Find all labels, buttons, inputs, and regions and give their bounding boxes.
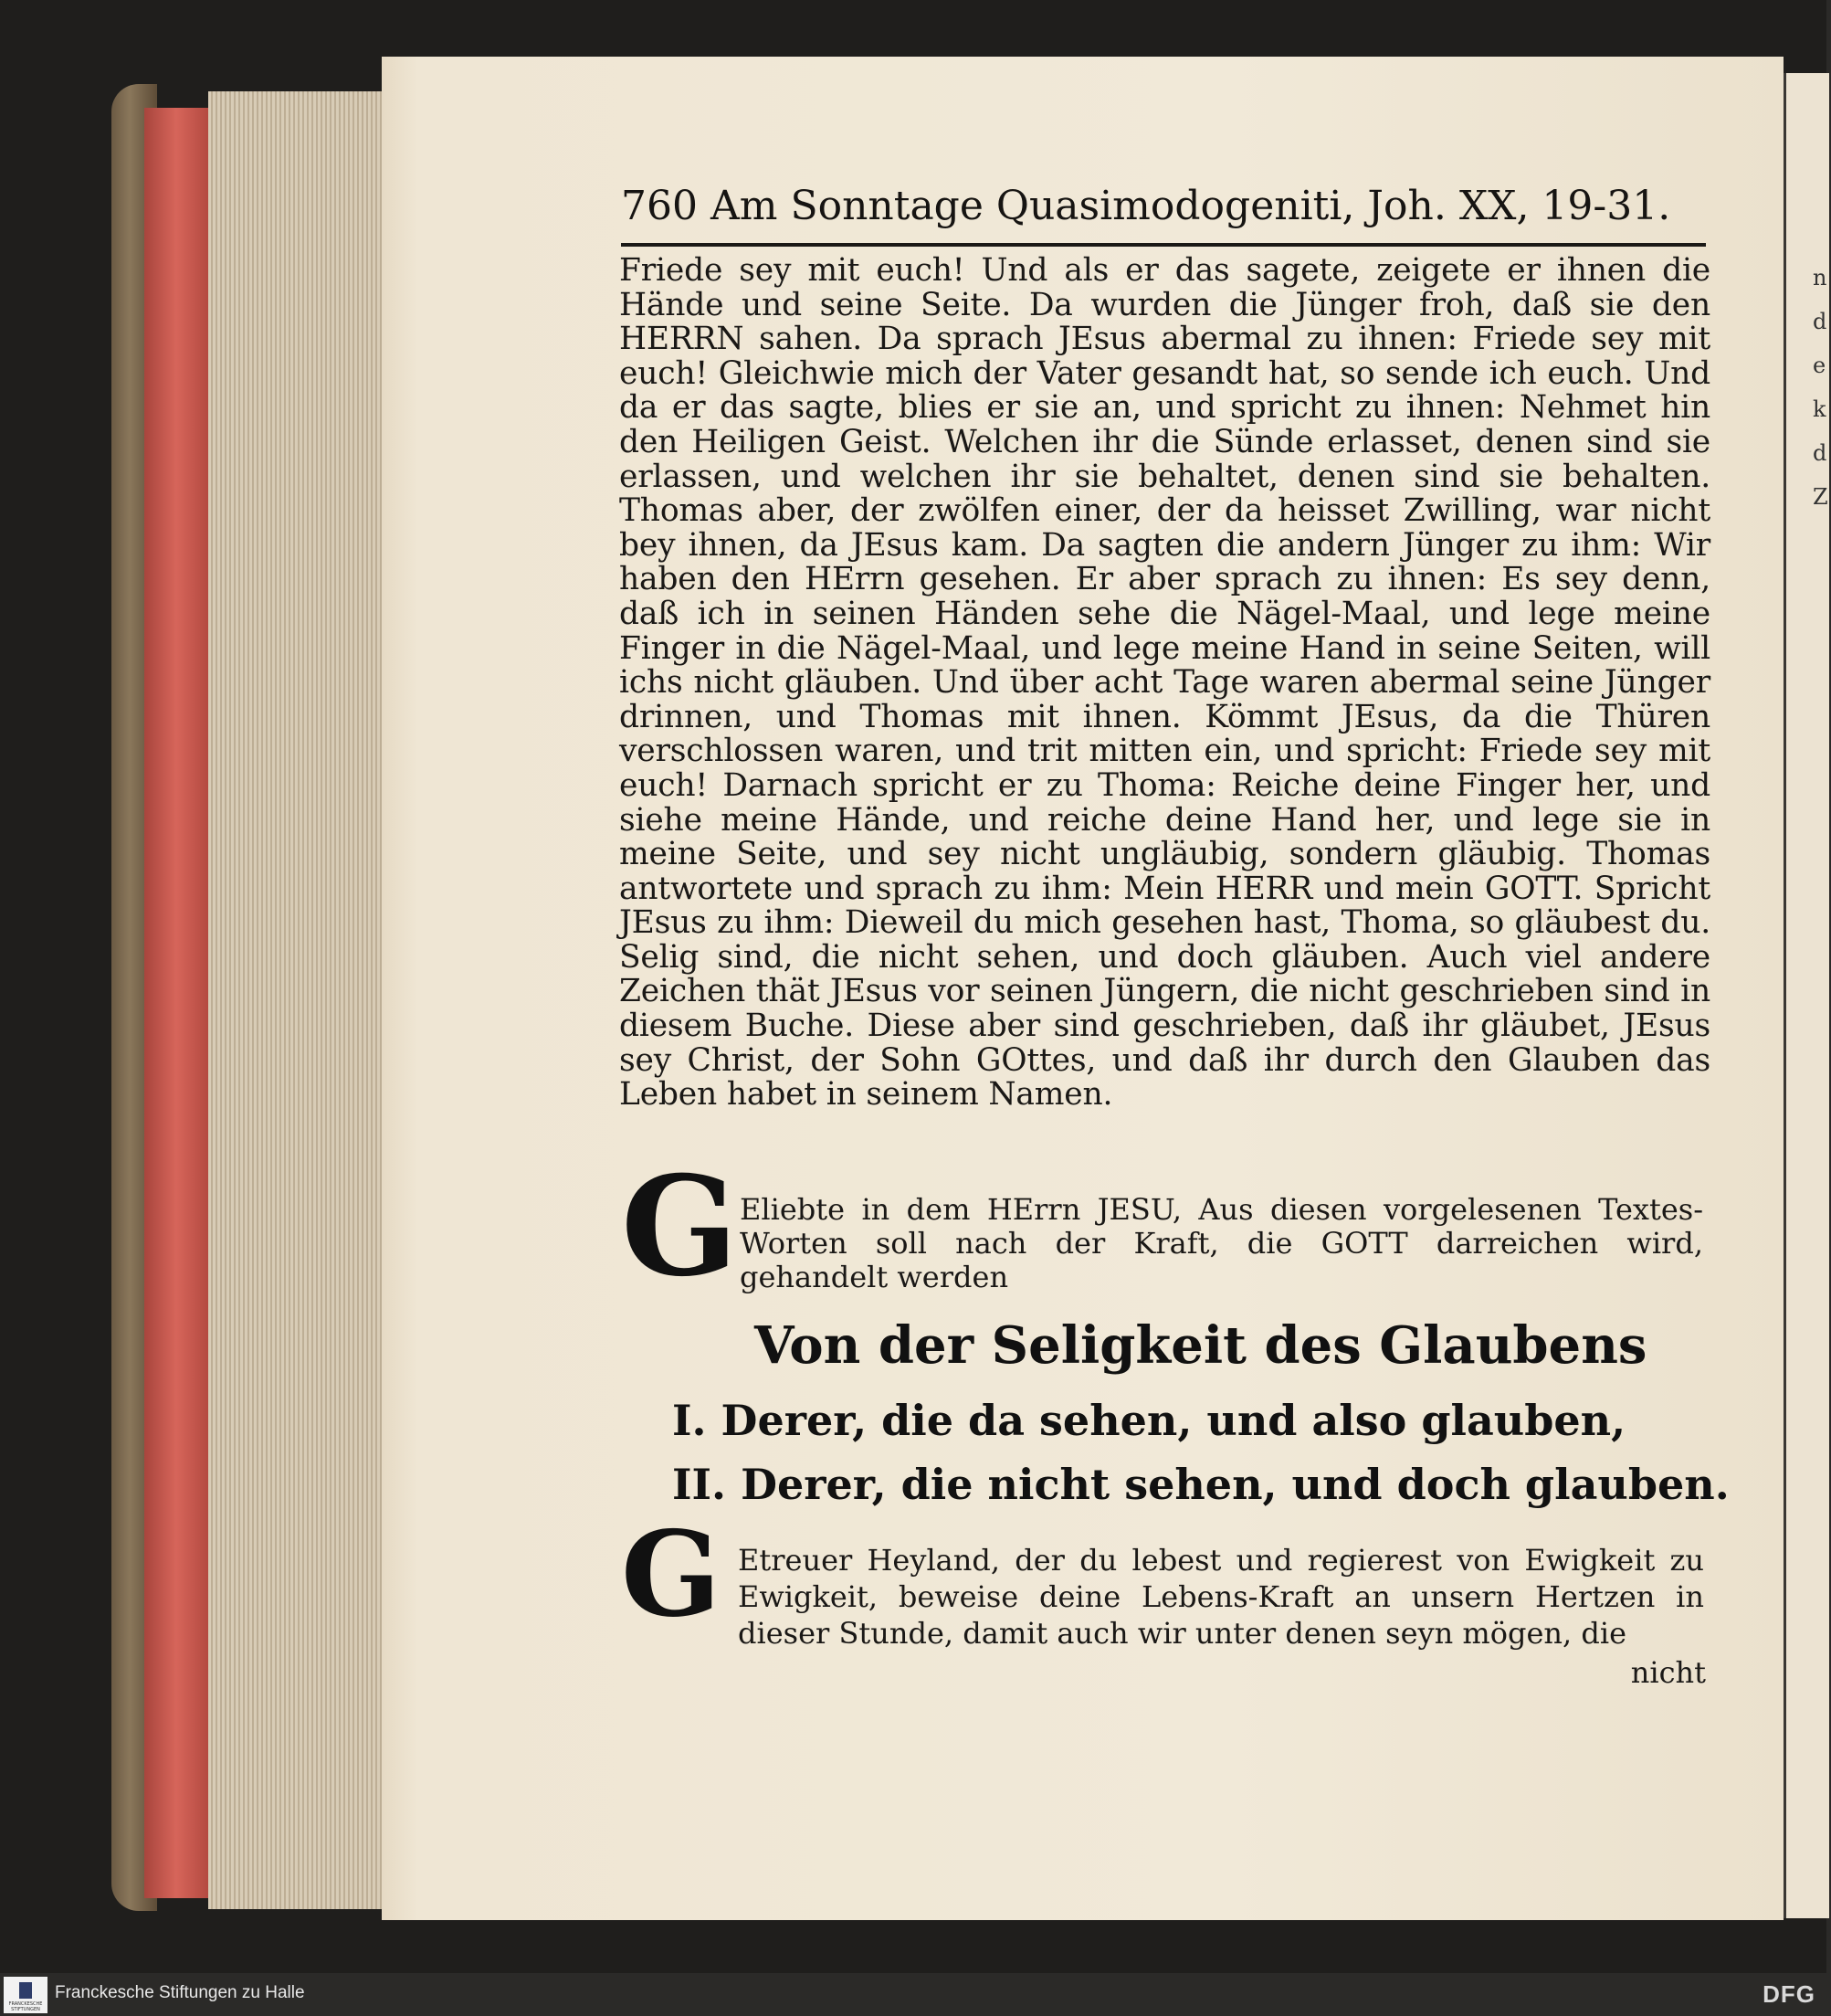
dfg-logo[interactable]: DFG [1763, 1980, 1815, 2008]
page-stack [208, 91, 382, 1909]
institution-logo[interactable] [4, 1977, 47, 2013]
prayer-paragraph: Etreuer Heyland, der du lebest und regierest von Ewigkeit zu Ewigkeit, beweise deine Lebens-Kraft an unsern Hertzen in dieser Stunde, damit auch wir unter denen seyn mögen, die [738, 1543, 1704, 1651]
building-icon [19, 1982, 32, 1999]
page-header: 760 Am Sonntage Quasimodogeniti, Joh. XX, 19-31. [621, 183, 1671, 229]
prayer-dropcap: G [621, 1506, 721, 1643]
institution-name[interactable]: Franckesche Stiftungen zu Halle [55, 1983, 305, 2002]
scripture-text: Friede sey mit euch! Und als er das sagete, zeigete er ihnen die Hände und seine Seite. Da wurden die Jünger froh, daß sie den HERRN sahen. Da sprach JEsus abermal zu ihnen: Friede sey mit euch! Gleichwie mich der Vater gesandt hat, so sende ich euch. Und da er das sagte, blies er sie an, und spricht zu ihnen: Nehmet hin den Heiligen Geist. Welchen ihr die Sünde erlasset, denen sind sie erlassen, und welchen ihr sie behaltet, denen sind sie behalten. Thomas aber, der zwölfen einer, der da heisset Zwilling, war nicht bey ihnen, da JEsus kam. Da sagten die andern Jünger zu ihm: Wir haben den HErrn gesehen. Er aber sprach zu ihnen: Es sey denn, daß ich in seinen Händen sehe die Nägel-Maal, und lege meine Finger in die Nägel-Maal, und lege meine Hand in seine Seiten, will ichs nicht gläuben. Und über acht Tage waren abermal seine Jünger drinnen, und Thomas mit ihnen. Kömmt JEsus, da die Thüren verschlossen waren, und trit mitten ein, und spricht: Friede sey mit euch! Darnach spricht er zu Thoma: Reiche deine Finger her, und siehe meine Hände, und reiche deine Hand her, und lege sie in meine Seite, und sey nicht ungläubig, sondern gläubig. Thomas antwortete und sprach zu ihm: Mein HERR und mein GOTT. Spricht JEsus zu ihm: Dieweil du mich gesehen hast, Thoma, so gläubest du. Selig sind, die nicht sehen, und doch gläuben. Auch viel andere Zeichen thät JEsus vor seinen Jüngern, die nicht geschrieben sind in diesem Buche. Diese aber sind geschrieben, daß ihr gläubet, JEsus sey Christ, der Sohn GOttes, und daß ihr durch den Glauben das Leben habet in seinem Namen. [619, 252, 1710, 1114]
facing-page-text: n d e k d Z [1813, 265, 1828, 510]
sermon-theme-title: Von der Seligkeit des Glaubens [754, 1315, 1647, 1376]
header-rule [621, 243, 1706, 247]
logo-text: FRANCKESCHE STIFTUNGEN [8, 2001, 43, 2012]
viewer-footer [0, 1973, 1826, 2016]
intro-paragraph: Eliebte in dem HErrn JESU, Aus diesen vorgelesenen Textes-Worten soll nach der Kraft, die GOTT darreichen wird, gehandelt werden [740, 1192, 1703, 1294]
catchword: nicht [1630, 1655, 1706, 1690]
sermon-part-one: I. Derer, die da sehen, und also glauben, [672, 1396, 1626, 1445]
red-page-edge [144, 108, 208, 1898]
intro-dropcap: G [621, 1146, 739, 1307]
sermon-part-two: II. Derer, die nicht sehen, und doch glauben. [672, 1460, 1730, 1509]
